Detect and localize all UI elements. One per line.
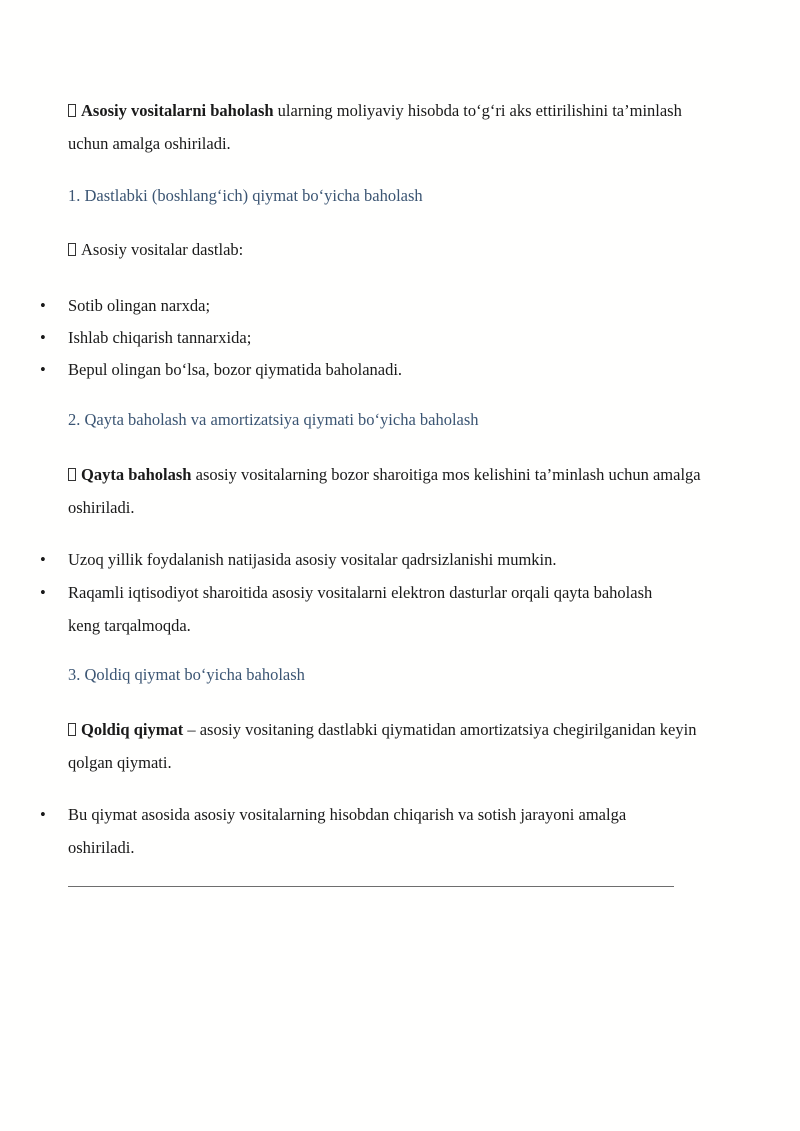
missing-glyph-icon <box>68 468 76 481</box>
list-item-text: Ishlab chiqarish tannarxida; <box>68 328 252 347</box>
bullet-icon: • <box>40 583 46 602</box>
residual-bold-term: Qoldiq qiymat <box>81 720 184 739</box>
list-item-text: Bu qiymat asosida asosiy vositalarning hisobdan chiqarish va sotish jarayoni amalga oshiriladi. <box>68 805 627 857</box>
list-item-text: Sotib olingan narxda; <box>68 296 211 315</box>
section-heading-2: 2. Qayta baholash va amortizatsiya qiymati bo‘yicha baholash <box>68 410 479 429</box>
list-item-text: Raqamli iqtisodiyot sharoitida asosiy vositalarni elektron dasturlar orqali qayta baholash keng tarqalmoqda. <box>68 583 653 635</box>
bullet-icon: • <box>40 328 46 347</box>
revaluation-text: asosiy vositalarning bozor sharoitiga mos kelishini ta’minlash uchun amalga oshiriladi. <box>68 465 701 517</box>
bullet-icon: • <box>40 360 46 379</box>
missing-glyph-icon <box>68 243 76 256</box>
bullet-icon: • <box>40 296 46 315</box>
section-heading-1: 1. Dastlabki (boshlang‘ich) qiymat bo‘yicha baholash <box>68 186 423 205</box>
initial-valuation-paragraph <box>68 233 708 266</box>
revaluation-bold-term: Qayta baholash <box>81 465 192 484</box>
residual-text: – asosiy vositaning dastlabki qiymatidan amortizatsiya chegirilganidan keyin qolgan qiymati. <box>68 720 697 772</box>
bullet-icon: • <box>40 550 46 569</box>
horizontal-divider <box>68 886 674 887</box>
list-item-text: Uzoq yillik foydalanish natijasida asosiy vositalar qadrsizlanishi mumkin. <box>68 550 557 569</box>
intro-paragraph <box>68 94 708 160</box>
revaluation-paragraph <box>68 458 708 524</box>
bullet-icon: • <box>40 805 46 824</box>
intro-bold-term: Asosiy vositalarni baholash <box>81 101 274 120</box>
initial-valuation-text: Asosiy vositalar dastlab: <box>81 240 244 259</box>
list-item-text: Bepul olingan bo‘lsa, bozor qiymatida baholanadi. <box>68 360 403 379</box>
residual-value-paragraph <box>68 713 708 779</box>
intro-text: ularning moliyaviy hisobda to‘g‘ri aks ettirilishini ta’minlash uchun amalga oshiriladi. <box>68 101 682 153</box>
missing-glyph-icon <box>68 723 76 736</box>
missing-glyph-icon <box>68 104 76 117</box>
section-heading-3: 3. Qoldiq qiymat bo‘yicha baholash <box>68 665 305 684</box>
